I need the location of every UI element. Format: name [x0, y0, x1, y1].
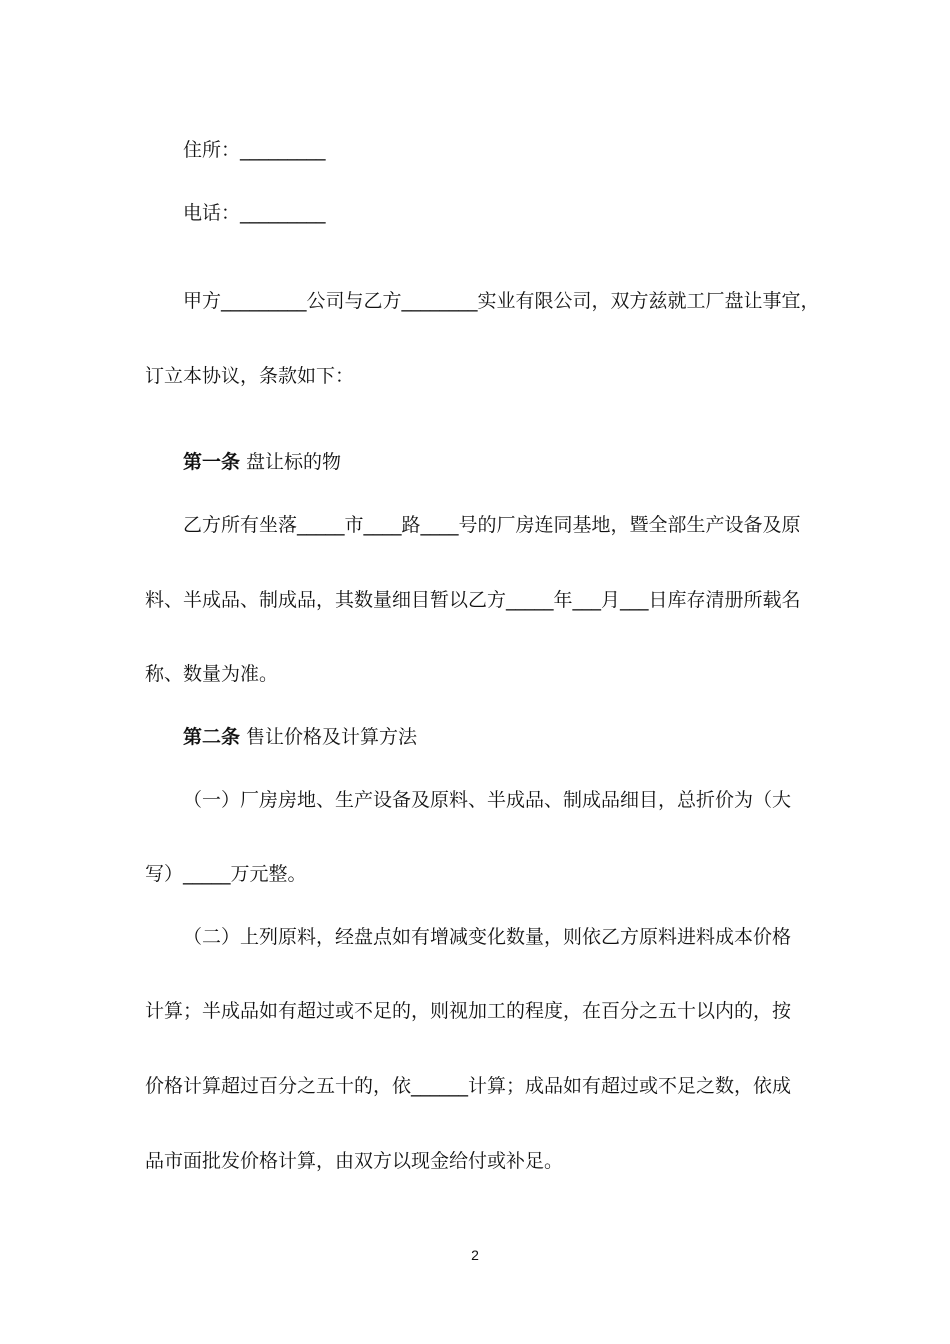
intro-line-1: 甲方_________公司与乙方________实业有限公司，双方兹就工厂盘让事宜， — [183, 290, 820, 312]
article-2-heading — [183, 725, 417, 749]
article-1-line-1: 乙方所有坐落_____市____路____号的厂房连同基地，暨全部生产设备及原 — [183, 514, 801, 536]
article-1-number: 第一条 — [183, 451, 241, 473]
article-1-line-3: 称、数量为准。 — [145, 663, 279, 685]
article-2-item-1-line-1: （一）厂房房地、生产设备及原料、半成品、制成品细目，总折价为（大 — [183, 789, 792, 811]
article-2-item-2-line-2: 计算；半成品如有超过或不足的，则视加工的程度，在百分之五十以内的，按 — [145, 1000, 792, 1022]
article-2-title: 售让价格及计算方法 — [240, 726, 418, 748]
phone-line: 电话：_________ — [183, 202, 326, 224]
article-1-heading — [183, 450, 341, 474]
article-1-title: 盘让标的物 — [240, 451, 342, 473]
page-number: 2 — [471, 1247, 479, 1263]
article-2-item-2-line-1: （二）上列原料，经盘点如有增减变化数量，则依乙方原料进料成本价格 — [183, 926, 792, 948]
article-2-item-1-line-2: 写）_____万元整。 — [145, 863, 307, 885]
article-2-item-2-line-4: 品市面批发价格计算，由双方以现金给付或补足。 — [145, 1150, 564, 1172]
intro-line-2: 订立本协议，条款如下： — [145, 365, 355, 387]
article-2-number: 第二条 — [183, 726, 241, 748]
address-line: 住所：_________ — [183, 139, 326, 161]
article-1-line-2: 料、半成品、制成品，其数量细目暂以乙方_____年___月___日库存清册所载名 — [145, 589, 801, 611]
article-2-item-2-line-3: 价格计算超过百分之五十的，依______计算；成品如有超过或不足之数，依成 — [145, 1075, 792, 1097]
